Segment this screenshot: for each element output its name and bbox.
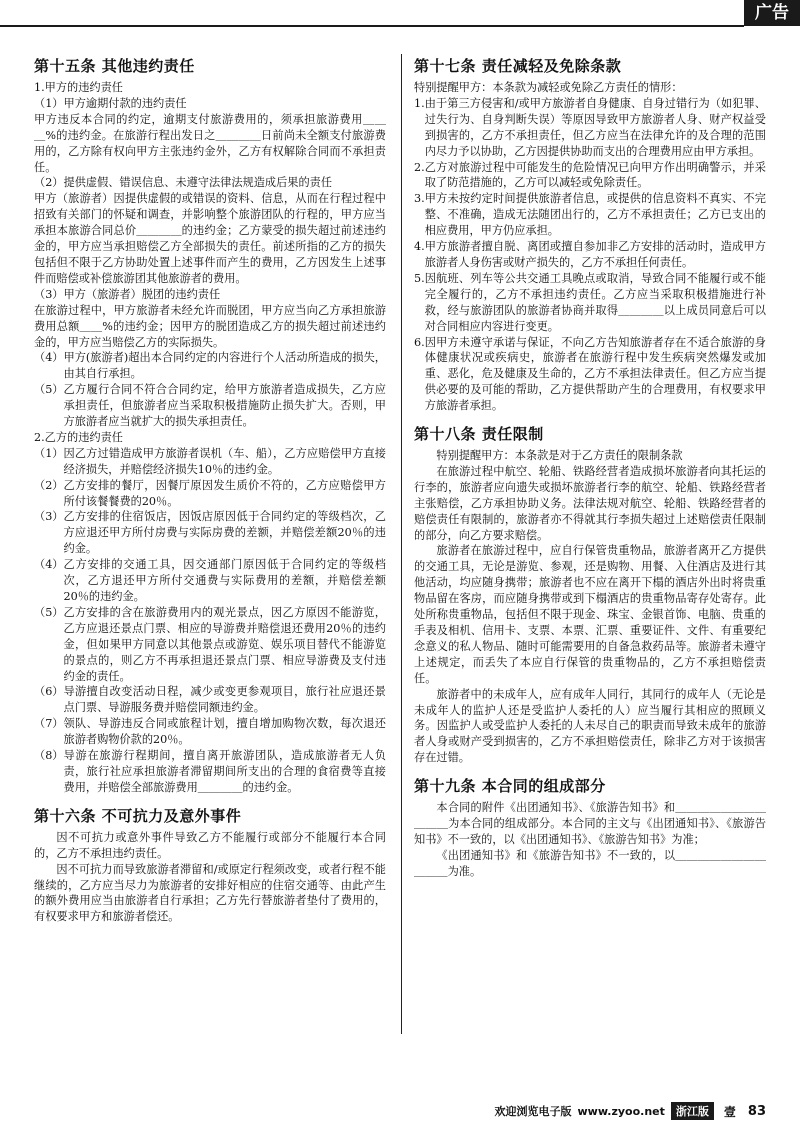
section-18-paragraph: 在旅游过程中航空、轮船、铁路经营者造成损坏旅游者向其托运的行李的，旅游者应向遗失或损坏旅游者行李的航空、轮船、铁路经营者主张赔偿，乙方承担协助义务。法律法规对航空、轮船、铁路经营者的赔偿责任有限制的，旅游者亦不得就其行李损失超过上述赔偿责任限制的部分，向乙方要求赔偿。 <box>414 464 766 542</box>
list-item <box>34 478 386 510</box>
item-text: 提供虚假、错误信息、未遵守法律法规造成后果的责任 <box>63 176 333 190</box>
list-item <box>414 160 766 192</box>
column-divider <box>401 54 402 1034</box>
list-item <box>414 191 766 239</box>
item-number: 5. <box>414 271 425 285</box>
page-number: 83 <box>747 1103 766 1119</box>
item-number: （8） <box>34 749 64 763</box>
left-column <box>34 52 386 1052</box>
item-number: 6. <box>414 335 425 349</box>
list-item <box>34 684 386 716</box>
section-17-title: 第十七条 责任减轻及免除条款 <box>414 57 622 75</box>
section-16-paragraph: 因不可抗力而导致旅游者滞留和/或原定行程须改变，或者行程不能继续的，乙方应当尽力为旅游者的安排好相应的住宿交通等、由此产生的额外费用应当由旅游者自行承担；乙方先行替旅游者垫付了费用的，有权要求甲方和旅游者偿还。 <box>34 862 386 924</box>
item-number: （5） <box>34 605 64 619</box>
item-number: （2） <box>34 478 64 492</box>
page-footer <box>416 1100 766 1122</box>
list-item <box>34 605 386 685</box>
item-text: 甲方(旅游者)超出本合同约定的内容进行个人活动所造成的损失，由其自行承担。 <box>63 351 386 381</box>
list-item <box>414 335 766 415</box>
list-item <box>34 287 386 303</box>
item-number: （7） <box>34 717 64 731</box>
item-text: 甲方未按约定时间提供旅游者信息，或提供的信息资料不真实、不完整、不准确，造成无法随团出行的，乙方不承担责任；乙方已支出的相应费用，甲方仍应承担。 <box>424 192 766 238</box>
list-item <box>34 112 386 176</box>
section-17-intro: 特别提醒甲方：本条款为减轻或免除乙方责任的情形： <box>414 81 683 94</box>
item-number: 1. <box>414 96 425 110</box>
section-19-paragraph: 本合同的附件《出团通知书》、《旅游告知书》和＿＿＿＿＿＿＿＿＿＿＿为本合同的组成部分。本合同的主文与《出团通知书》、《旅游告知书》不一致的，以《出团通知书》、《旅游告知书》为准； <box>414 801 766 846</box>
footer-issue: 壹 <box>723 1104 736 1119</box>
footer-welcome: 欢迎浏览电子版 <box>494 1105 572 1118</box>
item-text: 乙方履行合同不符合合同约定，给甲方旅游者造成损失，乙方应承担责任，但旅游者应当采取积极措施防止损失扩大。否则，甲方旅游者应当就扩大的损失承担责任。 <box>63 383 386 429</box>
list-item <box>34 557 386 605</box>
section-19-title: 第十九条 本合同的组成部分 <box>414 777 606 796</box>
section-17-list <box>414 96 766 414</box>
item-number: （5） <box>34 383 64 397</box>
footer-url[interactable]: www.zyoo.net <box>577 1104 665 1118</box>
list-item <box>34 96 386 112</box>
section-16-paragraph: 因不可抗力或意外事件导致乙方不能履行或部分不能履行本合同的，乙方不承担违约责任。 <box>34 830 386 860</box>
item-text: 乙方安排的住宿饭店，因饭店原因低于合同约定的等级档次，乙方应退还甲方所付房费与实际房费的差额，并赔偿差额20％的违约金。 <box>63 510 386 556</box>
list-item <box>34 175 386 191</box>
list-item <box>34 748 386 796</box>
item-text: 乙方安排的餐厅，因餐厅原因发生质价不符的，乙方应赔偿甲方所付该餐餐费的20％。 <box>63 478 386 508</box>
item-number: （1） <box>34 446 64 460</box>
list-item <box>34 446 386 478</box>
section-18-paragraph: 特别提醒甲方：本条款是对于乙方责任的限制条款 <box>436 449 683 463</box>
item-text: 乙方对旅游过程中可能发生的危险情况已向甲方作出明确警示，并采取了防范措施的，乙方可以减轻或免除责任。 <box>424 160 766 190</box>
item-text: 甲方（旅游者）脱团的违约责任 <box>63 287 221 301</box>
section-19-paragraph: 《出团通知书》和《旅游告知书》不一致的，以＿＿＿＿＿＿＿＿＿＿＿为准。 <box>414 848 766 878</box>
section-18-paragraph: 旅游者在旅游过程中，应自行保管贵重物品，旅游者离开乙方提供的交通工具，无论是游览、参观，还是购物、用餐、入住酒店及进行其他活动，均应随身携带；旅游者也不应在离开下榻的酒店外出时将贵重物品留在客房，而应随身携带或到下榻酒店的贵重物品寄存处寄存。此处所称贵重物品，包括但不限于现金、珠宝、金银首饰、电脑、贵重的手表及相机、信用卡、支票、本票、汇票、重要证件、文件、有重要纪念意义的私人物品、随时可能需要用的自备急救药品等。旅游者未遵守上述规定，而丢失了本应自行保管的贵重物品的，乙方不承担赔偿责任。 <box>414 544 766 685</box>
item-text: 乙方安排的交通工具，因交通部门原因低于合同约定的等级档次，乙方退还甲方所付交通费与实际费用的差额，并赔偿差额20％的违约金。 <box>63 558 386 603</box>
item-text: 因乙方过错造成甲方旅游者误机（车、船），乙方应赔偿甲方直接经济损失，并赔偿经济损失10％的违约金。 <box>63 446 386 476</box>
item-number: 4. <box>414 240 425 254</box>
section-15-part2-title: 2.乙方的违约责任 <box>34 430 123 444</box>
list-item <box>414 239 766 271</box>
list-item <box>34 716 386 748</box>
item-text: 因航班、列车等公共交通工具晚点或取消，导致合同不能履行或不能完全履行的，乙方不承担违约责任。乙方应当采取积极措施进行补救，经与旅游团队的旅游者协商并取得＿＿＿＿以上成员同意后可以对合同相应内容进行变更。 <box>424 271 766 333</box>
top-rule <box>0 25 744 27</box>
item-text: 因甲方未遵守承诺与保证，不向乙方告知旅游者存在不适合旅游的身体健康状况或疾病史，旅游者在旅游行程中发生疾病突然爆发或加重、恶化，危及健康及生命的，乙方不承担法律责任。但乙方应当提供必要的及可能的帮助，乙方提供帮助产生的合理费用，有权要求甲方旅游者承担。 <box>424 335 766 413</box>
list-item <box>34 350 386 382</box>
section-15-part1-title: 1.甲方的违约责任 <box>34 81 123 94</box>
item-text: 由于第三方侵害和/或甲方旅游者自身健康、自身过错行为（如犯罪、过失行为、自身判断失误）等原因导致甲方旅游者人身、财产权益受到损害的，乙方不承担责任，但乙方应当在法律允许的及合理的范围内尽力予以协助，乙方因提供协助而支出的合理费用应由甲方承担。 <box>424 96 766 158</box>
footer-edition-badge: 浙江版 <box>671 1102 714 1120</box>
list-item <box>34 191 386 286</box>
item-text: 领队、导游违反合同或旅程计划，擅自增加购物次数，每次退还旅游者购物价款的20％。 <box>63 717 386 747</box>
section-15-title: 第十五条 其他违约责任 <box>34 57 195 75</box>
item-text: 导游擅自改变活动日程，减少或变更参观项目，旅行社应退还景点门票、导游服务费并赔偿同额违约金。 <box>63 685 386 715</box>
right-column <box>414 52 766 1052</box>
item-text: 导游在旅游行程期间，擅自离开旅游团队，造成旅游者无人负责，旅行社应承担旅游者滞留期间所支出的合理的食宿费等直接费用，并赔偿全部旅游费用＿＿＿＿的违约金。 <box>63 749 386 794</box>
item-number: （4） <box>34 351 64 365</box>
item-number: （1） <box>34 96 64 110</box>
list-item <box>414 96 766 160</box>
item-number: （2） <box>34 176 64 190</box>
item-number: 2. <box>414 160 425 174</box>
section-15-part1-list <box>34 96 386 430</box>
section-18-title: 第十八条 责任限制 <box>414 425 544 444</box>
item-number: （6） <box>34 685 64 699</box>
list-item <box>34 303 386 351</box>
section-15-part2-list <box>34 446 386 796</box>
item-text: 甲方（旅游者）因提供虚假的或错误的资料、信息，从而在行程过程中招致有关部门的怀疑和调查，并影响整个旅游团队的行程的，甲方应当承担本旅游合同总价＿＿＿＿的违约金；乙方蒙受的损失超过前述违约金的，甲方应当承担赔偿乙方全部损失的责任。前述所指的乙方的损失包括但不限于乙方协助处置上述事件而产生的费用，乙方因发生上述事件而赔偿或补偿旅游团其他旅游者的费用。 <box>34 192 386 285</box>
item-text: 在旅游过程中，甲方旅游者未经允许而脱团，甲方应当向乙方承担旅游费用总额＿＿%的违约金；因甲方的脱团造成乙方的损失超过前述违约金的，甲方应当赔偿乙方的实际损失。 <box>34 303 386 349</box>
list-item <box>34 509 386 557</box>
item-number: （3） <box>34 287 64 301</box>
section-16-title: 第十六条 不可抗力及意外事件 <box>34 806 242 825</box>
list-item <box>414 271 766 335</box>
item-text: 乙方安排的含在旅游费用内的观光景点，因乙方原因不能游览，乙方应退还景点门票、相应的导游费并赔偿退还费用20％的违约金，但如果甲方同意以其他景点或游览、娱乐项目替代不能游览的景点的，则乙方不再承担退还景点门票、相应导游费及支付违约金的责任。 <box>63 605 386 683</box>
item-text: 甲方逾期付款的违约责任 <box>63 96 187 110</box>
section-18-paragraph: 旅游者中的未成年人，应有成年人同行，其同行的成年人（无论是未成年人的监护人还是受监护人委托的人）应当履行其相应的照顾义务。因监护人或受监护人委托的人未尽自己的职责而导致未成年的旅游者人身或财产受到损害的，乙方不承担赔偿责任，除非乙方对于该损害存在过错。 <box>414 687 766 765</box>
item-number: 3. <box>414 192 425 206</box>
item-number: （3） <box>34 510 64 524</box>
ad-tag: 广告 <box>744 0 800 26</box>
list-item <box>34 382 386 430</box>
item-text: 甲方旅游者擅自脱、离团或擅自参加非乙方安排的活动时，造成甲方旅游者人身伤害或财产损失的，乙方不承担任何责任。 <box>424 240 766 269</box>
item-text: 甲方违反本合同的约定，逾期支付旅游费用的，须承担旅游费用＿＿＿%的违约金。在旅游行程出发日之＿＿＿＿日前尚未全额支付旅游费用的，乙方除有权向甲方主张违约金外，乙方有权解除合同而不承担责任。 <box>34 112 386 174</box>
item-number: （4） <box>34 558 64 572</box>
